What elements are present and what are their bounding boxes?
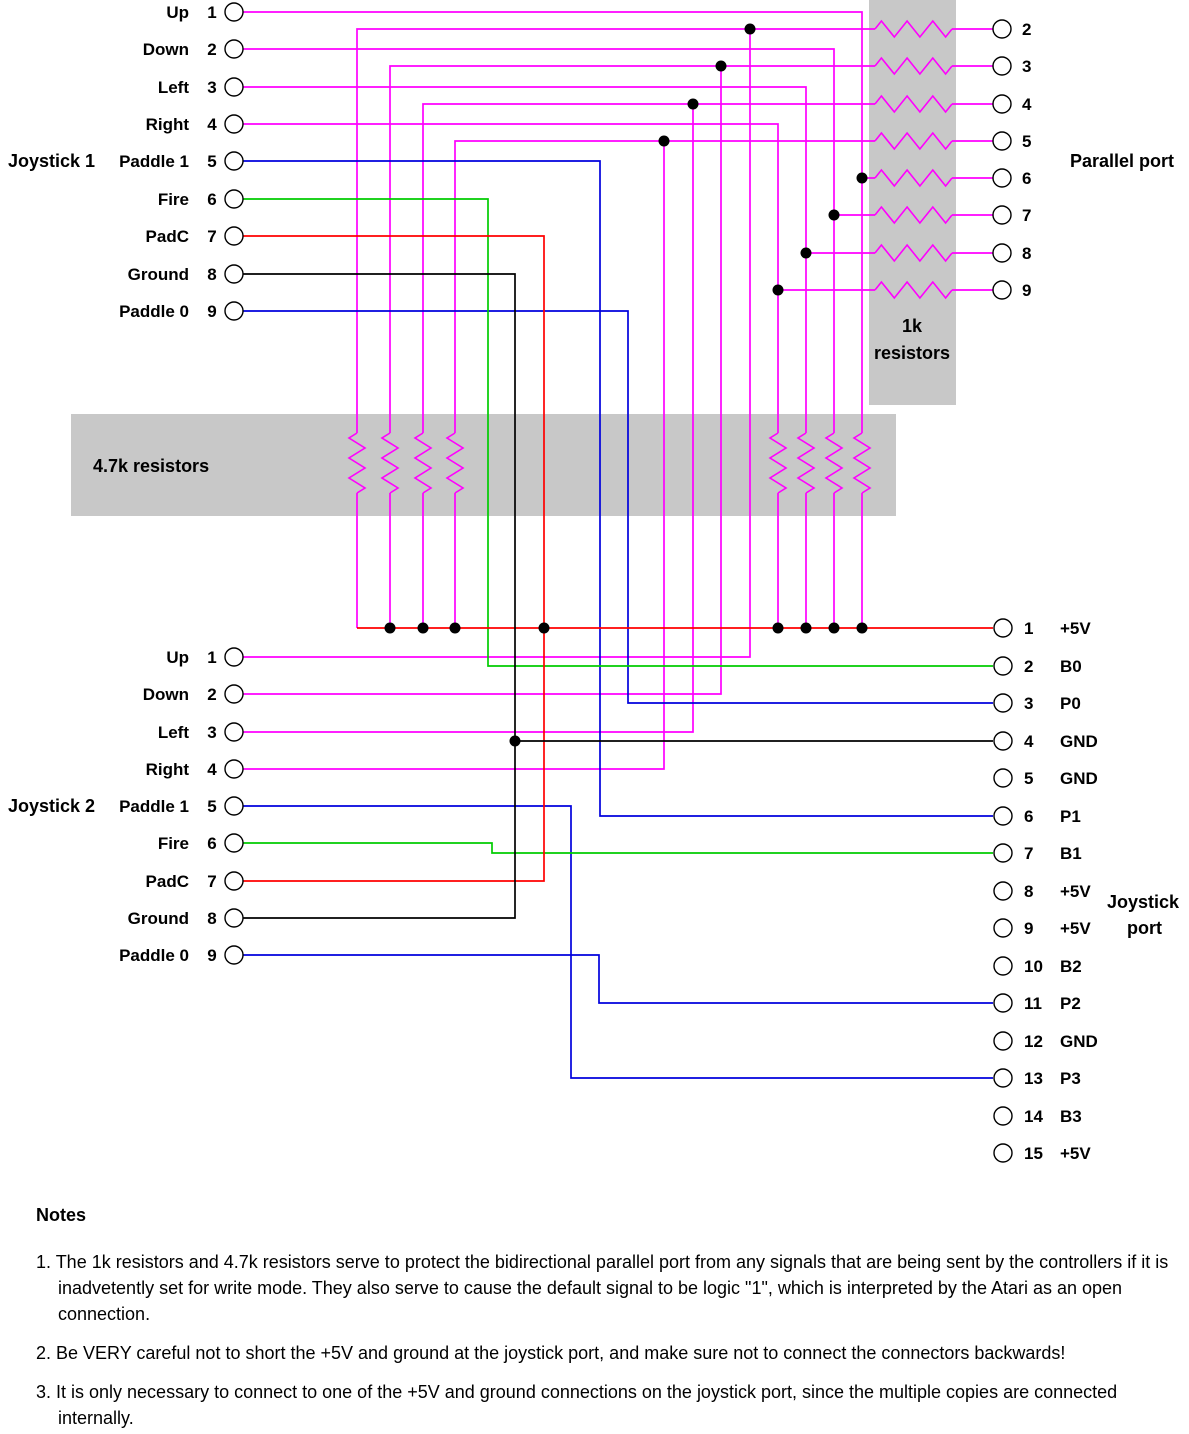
joystick1-pin-5-number: 5: [207, 152, 217, 171]
parallel-port-pin-6-number: 6: [1022, 169, 1032, 188]
joystick-port-pin-2-label: B0: [1060, 657, 1082, 676]
junction-dot: [716, 61, 727, 72]
joystick-port-pin-11-number: 11: [1024, 994, 1042, 1013]
joystick2-pin-4-circle: [225, 760, 243, 778]
joystick-port-pin-11-label: P2: [1060, 994, 1081, 1013]
parallel-port-pin-3-circle: [993, 57, 1011, 75]
joystick-port-pin-6-number: 6: [1024, 807, 1034, 826]
wire-ground: [243, 274, 515, 918]
joystick1-pin-2-circle: [225, 40, 243, 58]
joystick-port-title-line2: port: [1127, 918, 1162, 938]
joystick1-pin-7-circle: [225, 227, 243, 245]
junction-dot: [659, 136, 670, 147]
joystick-port-pin-8-circle: [994, 882, 1012, 900]
joystick-port-pin-4-label: GND: [1060, 732, 1098, 751]
junction-dot: [688, 99, 699, 110]
joystick1-pin-6-label: Fire: [157, 190, 189, 209]
joystick1-pin-2-label: Down: [142, 40, 189, 59]
joystick-port-pin-10-circle: [994, 957, 1012, 975]
joystick2-pin-7-number: 7: [207, 872, 217, 891]
parallel-port-pin-7-number: 7: [1022, 206, 1032, 225]
joystick2-pin-5-circle: [225, 797, 243, 815]
junction-dot: [418, 623, 429, 634]
junction-dot: [539, 623, 550, 634]
junction-dot: [829, 623, 840, 634]
joystick2-pin-3-number: 3: [207, 723, 217, 742]
joystick1-pin-6-number: 6: [207, 190, 217, 209]
joystick2-pin-3-circle: [225, 723, 243, 741]
joystick2-pin-8-label: Ground: [127, 909, 189, 928]
junction-dot: [857, 173, 868, 184]
joystick1-pin-4-label: Right: [145, 115, 189, 134]
parallel-port-pin-8-circle: [993, 244, 1011, 262]
junction-dot: [857, 623, 868, 634]
parallel-port-pin-4-circle: [993, 95, 1011, 113]
joystick-port-pin-15-label: +5V: [1060, 1144, 1091, 1163]
joystick2-pin-7-circle: [225, 872, 243, 890]
joystick2-pin-4-number: 4: [207, 760, 217, 779]
joystick-port-pin-5-circle: [994, 769, 1012, 787]
joystick2-pin-8-number: 8: [207, 909, 217, 928]
joystick-port-pin-10-number: 10: [1024, 957, 1043, 976]
parallel-port-pin-2-circle: [993, 20, 1011, 38]
junction-dot: [829, 210, 840, 221]
joystick1-pin-7-number: 7: [207, 227, 217, 246]
joystick-port-pin-13-circle: [994, 1069, 1012, 1087]
joystick1-pin-1-circle: [225, 3, 243, 21]
joystick2-pin-6-circle: [225, 834, 243, 852]
joystick-port-pin-3-label: P0: [1060, 694, 1081, 713]
parallel-port-pin-5-circle: [993, 132, 1011, 150]
joystick2-pin-6-label: Fire: [157, 834, 189, 853]
wire-joystick2-fire: [243, 843, 993, 853]
parallel-port-pin-9-circle: [993, 281, 1011, 299]
joystick-port-pin-12-circle: [994, 1032, 1012, 1050]
joystick1-pin-3-number: 3: [207, 78, 217, 97]
joystick1-pin-8-number: 8: [207, 265, 217, 284]
joystick-port-pin-7-label: B1: [1060, 844, 1082, 863]
joystick1-pin-5-label: Paddle 1: [119, 152, 189, 171]
joystick-port-pin-5-number: 5: [1024, 769, 1034, 788]
junction-dot: [745, 24, 756, 35]
parallel-port-pin-4-number: 4: [1022, 95, 1032, 114]
resistor-bank-4k7-label: 4.7k resistors: [93, 456, 210, 476]
parallel-port-title: Parallel port: [1070, 151, 1175, 171]
joystick2-pin-6-number: 6: [207, 834, 217, 853]
parallel-port-pin-9-number: 9: [1022, 281, 1032, 300]
junction-dot: [450, 623, 461, 634]
joystick-port-pin-7-number: 7: [1024, 844, 1034, 863]
joystick-port-pin-3-number: 3: [1024, 694, 1034, 713]
junction-dot: [510, 736, 521, 747]
joystick-port-pin-1-label: +5V: [1060, 619, 1091, 638]
junction-dot: [801, 623, 812, 634]
joystick1-pin-8-label: Ground: [127, 265, 189, 284]
parallel-port-pin-6-circle: [993, 169, 1011, 187]
joystick1-pin-3-label: Left: [157, 78, 189, 97]
joystick1-pin-3-circle: [225, 78, 243, 96]
joystick-port-pin-4-circle: [994, 732, 1012, 750]
joystick1-pin-6-circle: [225, 190, 243, 208]
joystick2-pin-2-label: Down: [142, 685, 189, 704]
junction-dot: [773, 285, 784, 296]
wire-parallel-pin2-row: [357, 29, 875, 433]
joystick-port-title-line1: Joystick: [1107, 892, 1180, 912]
joystick-port-pin-5-label: GND: [1060, 769, 1098, 788]
joystick2-pin-4-label: Right: [145, 760, 189, 779]
wire-joystick2-paddle1: [243, 806, 993, 1078]
joystick2-pin-2-number: 2: [207, 685, 217, 704]
joystick-port-pin-14-number: 14: [1024, 1107, 1043, 1126]
joystick-port-pin-13-number: 13: [1024, 1069, 1043, 1088]
note-item-2: 2. Be VERY careful not to short the +5V and ground at the joystick port, and make sure not to connect the connectors backwards!: [36, 1343, 1066, 1363]
parallel-port-pin-8-number: 8: [1022, 244, 1032, 263]
joystick2-pin-5-number: 5: [207, 797, 217, 816]
joystick1-pin-4-circle: [225, 115, 243, 133]
joystick1-title: Joystick 1: [8, 151, 96, 171]
wire-parallel-pin5-row: [455, 141, 875, 433]
joystick2-pin-2-circle: [225, 685, 243, 703]
junction-dot: [773, 623, 784, 634]
parallel-port-pin-5-number: 5: [1022, 132, 1032, 151]
joystick1-pin-1-label: Up: [166, 3, 189, 22]
joystick2-pin-3-label: Left: [157, 723, 189, 742]
joystick1-pin-1-number: 1: [207, 3, 217, 22]
joystick-port-pin-9-circle: [994, 919, 1012, 937]
wire-parallel-pin4-row: [423, 104, 875, 433]
joystick2-pin-1-label: Up: [166, 648, 189, 667]
notes-heading: Notes: [36, 1205, 87, 1225]
parallel-port-pin-2-number: 2: [1022, 20, 1032, 39]
joystick1-pin-4-number: 4: [207, 115, 217, 134]
joystick1-pin-8-circle: [225, 265, 243, 283]
joystick-port-pin-11-circle: [994, 994, 1012, 1012]
wire-joystick2-paddle0: [243, 955, 993, 1003]
joystick-port-pin-7-circle: [994, 844, 1012, 862]
joystick-port-pin-1-number: 1: [1024, 619, 1034, 638]
joystick-port-pin-2-number: 2: [1024, 657, 1034, 676]
joystick-port-pin-1-circle: [994, 619, 1012, 637]
joystick-port-pin-14-label: B3: [1060, 1107, 1082, 1126]
note-item-3: 3. It is only necessary to connect to one of the +5V and ground connections on the joystick port, since the multiple copies are connected internally.: [36, 1382, 1118, 1428]
joystick-port-pin-10-label: B2: [1060, 957, 1082, 976]
joystick-port-pin-14-circle: [994, 1107, 1012, 1125]
joystick-port-pin-8-number: 8: [1024, 882, 1034, 901]
joystick-port-pin-8-label: +5V: [1060, 882, 1091, 901]
wire-joystick1-right: [243, 124, 778, 433]
resistor-bank-1k-label-line2: resistors: [873, 343, 951, 363]
joystick-port-pin-12-label: GND: [1060, 1032, 1098, 1051]
joystick-port-pin-15-circle: [994, 1144, 1012, 1162]
parallel-port-pin-3-number: 3: [1022, 57, 1032, 76]
joystick-port-pin-4-number: 4: [1024, 732, 1034, 751]
joystick2-pin-5-label: Paddle 1: [119, 797, 189, 816]
wire-joystick1-up: [243, 12, 862, 433]
joystick-port-pin-3-circle: [994, 694, 1012, 712]
joystick1-pin-9-label: Paddle 0: [119, 302, 189, 321]
joystick2-pin-8-circle: [225, 909, 243, 927]
joystick2-pin-7-label: PadC: [145, 872, 189, 891]
joystick1-pin-9-circle: [225, 302, 243, 320]
joystick2-title: Joystick 2: [8, 796, 96, 816]
joystick2-pin-9-number: 9: [207, 946, 217, 965]
joystick-port-pin-9-label: +5V: [1060, 919, 1091, 938]
joystick-port-pin-9-number: 9: [1024, 919, 1034, 938]
joystick2-pin-9-circle: [225, 946, 243, 964]
junction-dots-layer: [385, 24, 868, 747]
junction-dot: [801, 248, 812, 259]
notes-section: [36, 1202, 1174, 1434]
note-item-1: 1. The 1k resistors and 4.7k resistors serve to protect the bidirectional parallel port from any signals that are being sent by the controllers if it is inadvetently set for write mode. They also serve to cause the default signal to be logic "1", which is interpreted by the Atari as an open connection.: [36, 1252, 1169, 1324]
joystick-port-pin-6-label: P1: [1060, 807, 1081, 826]
joystick2-pin-1-circle: [225, 648, 243, 666]
wire-joystick1-down: [243, 49, 834, 433]
resistor-bank-1k-label-line1: 1k: [901, 316, 923, 336]
joystick1-pin-2-number: 2: [207, 40, 217, 59]
joystick2-pin-9-label: Paddle 0: [119, 946, 189, 965]
joystick-port-pin-15-number: 15: [1024, 1144, 1043, 1163]
joystick-port-pin-13-label: P3: [1060, 1069, 1081, 1088]
joystick1-pin-9-number: 9: [207, 302, 217, 321]
joystick-port-pin-12-number: 12: [1024, 1032, 1043, 1051]
joystick2-pin-1-number: 1: [207, 648, 217, 667]
parallel-port-pin-7-circle: [993, 206, 1011, 224]
joystick-port-pin-6-circle: [994, 807, 1012, 825]
junction-dot: [385, 623, 396, 634]
wire-padc-to-5v: [243, 236, 544, 881]
joystick1-pin-5-circle: [225, 152, 243, 170]
joystick-port-pin-2-circle: [994, 657, 1012, 675]
joystick1-pin-7-label: PadC: [145, 227, 189, 246]
